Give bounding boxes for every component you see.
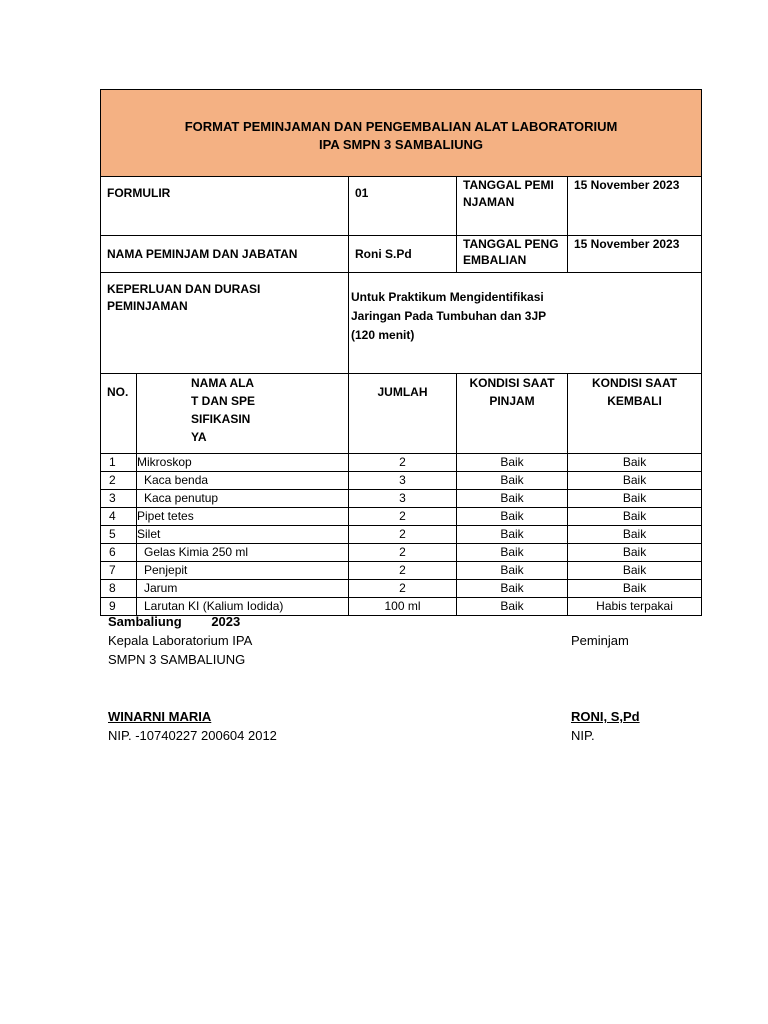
item-kondisi-pinjam: Baik: [457, 562, 568, 580]
item-kondisi-kembali: Baik: [568, 562, 702, 580]
item-name: Larutan KI (Kalium Iodida): [137, 598, 349, 616]
item-name: Penjepit: [137, 562, 349, 580]
item-kondisi-pinjam: Baik: [457, 598, 568, 616]
signature-place: Sambaliung: [108, 614, 182, 629]
table-row: [101, 526, 702, 544]
tanggal-peminjaman-label: TANGGAL PEMINJAMAN: [457, 177, 568, 236]
item-kondisi-kembali: Baik: [568, 580, 702, 598]
table-row: [101, 580, 702, 598]
item-kondisi-pinjam: Baik: [457, 454, 568, 472]
formulir-value: 01: [349, 177, 457, 236]
item-kondisi-pinjam: Baik: [457, 490, 568, 508]
signature-right-name: RONI, S,Pd: [571, 709, 640, 724]
item-name: Pipet tetes: [137, 508, 349, 526]
keperluan-label: KEPERLUAN DAN DURASI PEMINJAMAN: [101, 273, 349, 374]
signature-left-role-line2: SMPN 3 SAMBALIUNG: [108, 652, 246, 667]
item-kondisi-pinjam: Baik: [457, 526, 568, 544]
col-header-nama-alat: NAMA ALAT DAN SPESIFIKASINYA: [137, 374, 349, 454]
loan-form-table: [100, 89, 702, 616]
signature-left: [108, 612, 277, 745]
item-kondisi-pinjam: Baik: [457, 472, 568, 490]
tanggal-pengembalian-label: TANGGAL PENGEMBALIAN: [457, 236, 568, 273]
item-kondisi-kembali: Baik: [568, 490, 702, 508]
signature-left-role-line1: Kepala Laboratorium IPA: [108, 633, 253, 648]
keperluan-value: Untuk Praktikum Mengidentifikasi Jaringan Pada Tumbuhan dan 3JP (120 menit): [349, 273, 702, 374]
item-jumlah: 2: [349, 526, 457, 544]
signature-left-nip: NIP. -10740227 200604 2012: [108, 728, 277, 743]
nama-peminjam-value: Roni S.Pd: [349, 236, 457, 273]
signature-place-date: [108, 612, 277, 631]
tanggal-pengembalian-value: 15 November 2023: [568, 236, 702, 273]
item-name: Mikroskop: [137, 454, 349, 472]
item-jumlah: 2: [349, 580, 457, 598]
signature-right-nip: NIP.: [571, 728, 595, 743]
col-header-jumlah: JUMLAH: [349, 374, 457, 454]
table-row: [101, 562, 702, 580]
item-kondisi-kembali: Baik: [568, 508, 702, 526]
item-jumlah: 2: [349, 454, 457, 472]
formulir-label: FORMULIR: [101, 177, 349, 236]
form-header: [101, 90, 702, 177]
item-name: Kaca penutup: [137, 490, 349, 508]
item-name: Jarum: [137, 580, 349, 598]
item-kondisi-kembali: Baik: [568, 544, 702, 562]
item-name: Gelas Kimia 250 ml: [137, 544, 349, 562]
item-jumlah: 3: [349, 472, 457, 490]
col-header-no: NO.: [101, 374, 137, 454]
item-kondisi-kembali: Baik: [568, 472, 702, 490]
item-name: Silet: [137, 526, 349, 544]
item-no: 2: [101, 472, 137, 490]
item-kondisi-kembali: Baik: [568, 526, 702, 544]
col-header-kondisi-pinjam: KONDISI SAAT PINJAM: [457, 374, 568, 454]
form-title-line1: FORMAT PEMINJAMAN DAN PENGEMBALIAN ALAT LABORATORIUM: [184, 119, 618, 134]
item-jumlah: 100 ml: [349, 598, 457, 616]
signature-left-name: WINARNI MARIA: [108, 709, 212, 724]
form-title-line2: IPA SMPN 3 SAMBALIUNG: [319, 137, 483, 152]
item-kondisi-pinjam: Baik: [457, 508, 568, 526]
tanggal-peminjaman-value: 15 November 2023: [568, 177, 702, 236]
item-no: 8: [101, 580, 137, 598]
item-no: 5: [101, 526, 137, 544]
item-no: 3: [101, 490, 137, 508]
signature-right-role: Peminjam: [571, 633, 629, 648]
item-jumlah: 3: [349, 490, 457, 508]
item-kondisi-pinjam: Baik: [457, 544, 568, 562]
item-jumlah: 2: [349, 508, 457, 526]
table-row: [101, 490, 702, 508]
item-jumlah: 2: [349, 562, 457, 580]
item-no: 9: [101, 598, 137, 616]
item-kondisi-kembali: Baik: [568, 454, 702, 472]
item-no: 1: [101, 454, 137, 472]
table-row: [101, 472, 702, 490]
col-header-kondisi-kembali: KONDISI SAAT KEMBALI: [568, 374, 702, 454]
table-row: [101, 508, 702, 526]
loan-form: [100, 89, 701, 616]
item-kondisi-kembali: Habis terpakai: [568, 598, 702, 616]
signature-right: [571, 631, 640, 745]
item-no: 6: [101, 544, 137, 562]
item-jumlah: 2: [349, 544, 457, 562]
item-kondisi-pinjam: Baik: [457, 580, 568, 598]
item-no: 4: [101, 508, 137, 526]
table-row: [101, 544, 702, 562]
signature-year: 2023: [211, 614, 241, 629]
nama-peminjam-label: NAMA PEMINJAM DAN JABATAN: [101, 236, 349, 273]
table-row: [101, 454, 702, 472]
item-name: Kaca benda: [137, 472, 349, 490]
item-no: 7: [101, 562, 137, 580]
